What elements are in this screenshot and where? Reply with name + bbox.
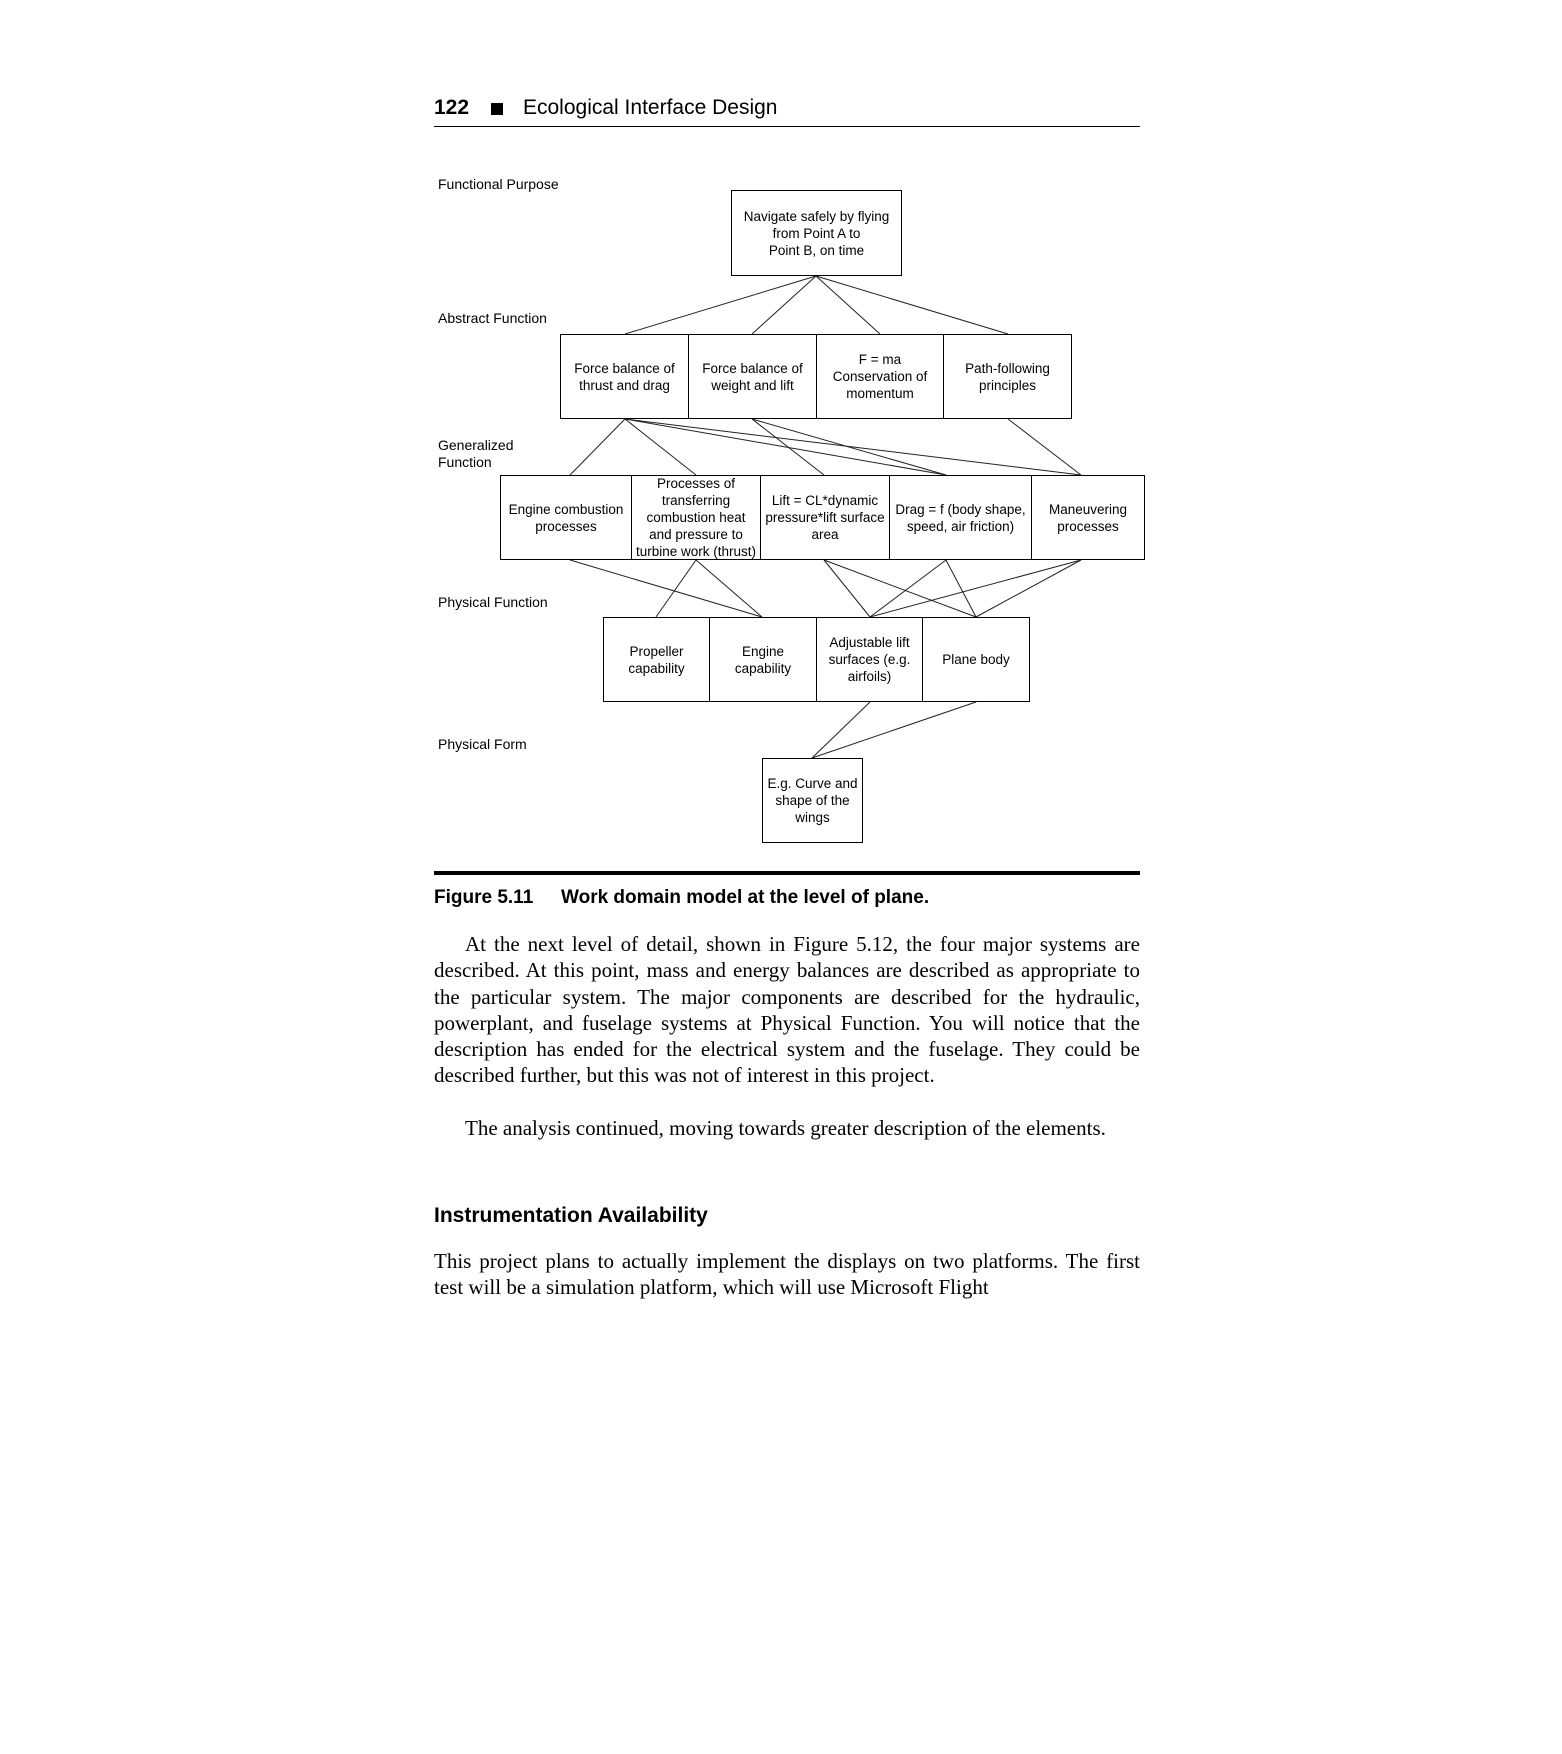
connector-line [946, 560, 976, 617]
book-title: Ecological Interface Design [523, 96, 778, 119]
connector-line [625, 276, 816, 334]
node-maneuvering-processes: Maneuvering processes [1031, 475, 1145, 560]
node-force-balance-thrust-drag: Force balance of thrust and drag [560, 334, 689, 419]
node-navigate-safely: Navigate safely by flying from Point A to Point B, on time [731, 190, 902, 276]
connector-line [752, 419, 946, 475]
node-drag-function: Drag = f (body shape, speed, air friction) [889, 475, 1032, 560]
level-label-functional-purpose: Functional Purpose [438, 176, 559, 192]
node-lift-equation: Lift = CL*dynamic pressure*lift surface area [760, 475, 890, 560]
node-engine-capability: Engine capability [709, 617, 817, 702]
node-plane-body: Plane body [922, 617, 1030, 702]
connector-line [570, 560, 762, 617]
node-wing-shape: E.g. Curve and shape of the wings [762, 758, 863, 843]
level-label-generalized-function: Generalized Function [438, 437, 514, 470]
connector-line [752, 419, 824, 475]
node-engine-combustion-processes: Engine combustion processes [500, 475, 632, 560]
connector-line [870, 560, 1081, 617]
connector-line [812, 702, 870, 758]
figure-caption [434, 887, 1140, 909]
node-f-equals-ma: F = ma Conservation of momentum [816, 334, 944, 419]
body-paragraph: At the next level of detail, shown in Figure 5.12, the four major systems are described. At this point, mass and energy balances are described as appropriate to the particular system. The major components are described for the hydraulic, powerplant, and fuselage systems at Physical Function. You will notice that the description has ended for the electrical system and the fuselage. They could be described further, but this was not of interest in this project. [434, 932, 1140, 1088]
figure-rule [434, 871, 1140, 875]
node-force-balance-weight-lift: Force balance of weight and lift [688, 334, 817, 419]
connector-line [812, 702, 976, 758]
connector-line [816, 276, 880, 334]
connector-line [816, 276, 1008, 334]
node-adjustable-lift-surfaces: Adjustable lift surfaces (e.g. airfoils) [816, 617, 923, 702]
node-path-following-principles: Path-following principles [943, 334, 1072, 419]
body-paragraph: This project plans to actually implement the displays on two platforms. The first test will be a simulation platform, which will use Microsoft Flight [434, 1249, 1140, 1300]
body-paragraph: The analysis continued, moving towards greater description of the elements. [465, 1116, 1106, 1140]
connector-line [870, 560, 946, 617]
connector-line [570, 419, 625, 475]
connector-line [625, 419, 1081, 475]
connector-line [696, 560, 762, 617]
connector-line [625, 419, 696, 475]
connector-line [752, 276, 816, 334]
connector-line [656, 560, 696, 617]
figure-number: Figure 5.11 [434, 887, 534, 908]
level-label-abstract-function: Abstract Function [438, 310, 547, 326]
connector-line [976, 560, 1081, 617]
level-label-physical-form: Physical Form [438, 736, 527, 752]
connector-line [625, 419, 946, 475]
page-number: 122 [434, 96, 470, 119]
connector-line [1008, 419, 1081, 475]
node-propeller-capability: Propeller capability [603, 617, 710, 702]
node-heat-transfer-processes: Processes of transferring combustion heat and pressure to turbine work (thrust) [631, 475, 761, 560]
section-heading: Instrumentation Availability [434, 1204, 708, 1227]
level-label-physical-function: Physical Function [438, 594, 548, 610]
figure-caption-text: Work domain model at the level of plane. [561, 887, 930, 908]
